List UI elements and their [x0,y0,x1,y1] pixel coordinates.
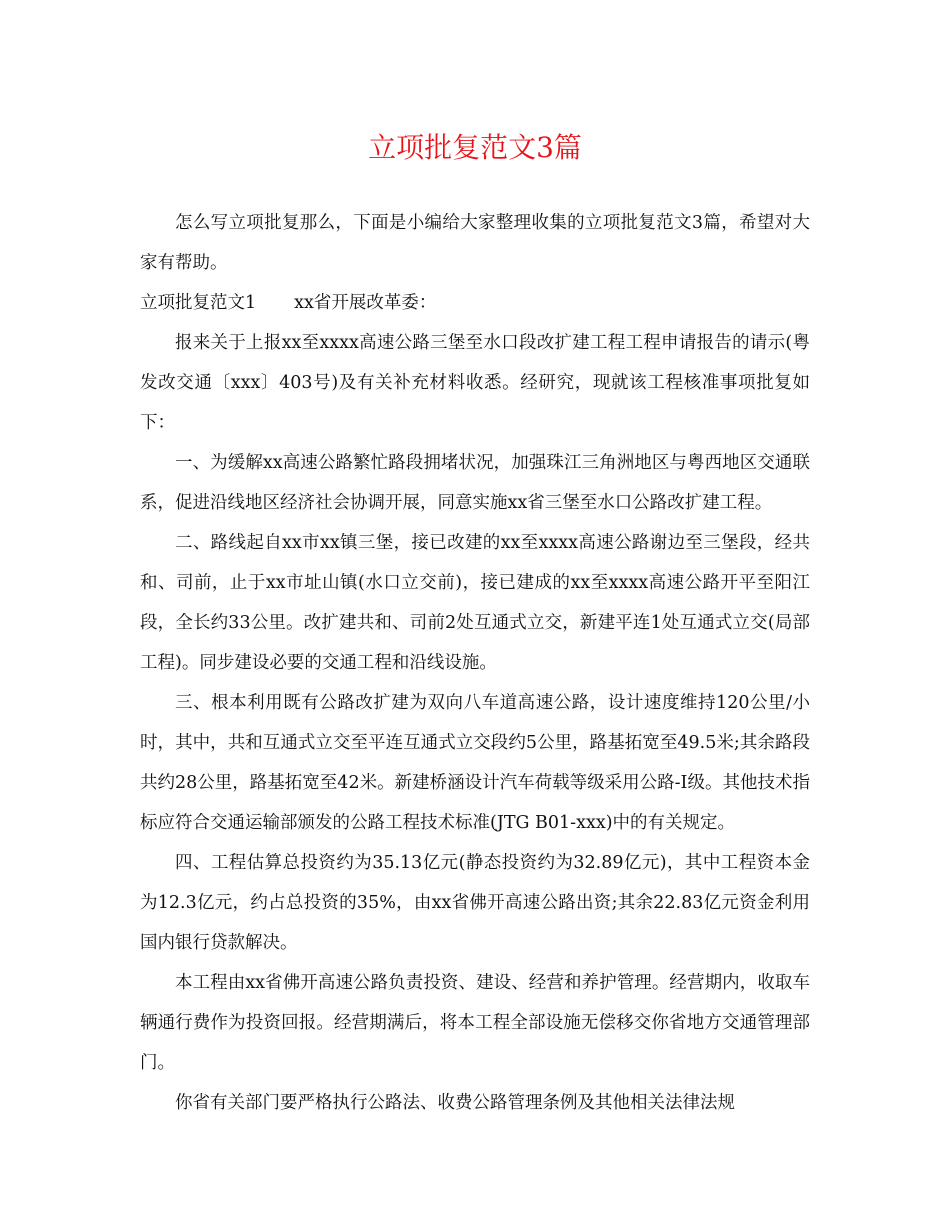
body-paragraph-6: 本工程由xx省佛开高速公路负责投资、建设、经营和养护管理。经营期内，收取车辆通行费作为投资回报。经营期满后，将本工程全部设施无偿移交你省地方交通管理部门。 [140,973,810,1073]
addressee: xx省开展改革委： [294,293,437,313]
section-label: 立项批复范文1 [140,293,257,313]
body-paragraph-7: 你省有关部门要严格执行公路法、收费公路管理条例及其他相关法律法规 [175,1093,735,1113]
body-paragraph-3: 二、路线起自xx市xx镇三堡，接已改建的xx至xxxx高速公路谢边至三堡段，经共和、司前，止于xx市址山镇(水口立交前)，接已建成的xx至xxxx高速公路开平至阳江段，全长约33公里。改扩建共和、司前2处互通式立交，新建平连1处互通式立交(局部工程)。同步建设必要的交通工程和沿线设施。 [140,533,810,673]
body-paragraph-4: 三、根本利用既有公路改扩建为双向八车道高速公路，设计速度维持120公里/小时，其中，共和互通式立交至平连互通式立交段约5公里，路基拓宽至49.5米;其余路段共约28公里，路基拓宽至42米。新建桥涵设计汽车荷载等级采用公路-Ⅰ级。其他技术指标应符合交通运输部颁发的公路工程技术标准(JTG B01-xxx)中的有关规定。 [140,693,810,833]
section-heading [140,283,810,323]
body-paragraph-1: 报来关于上报xx至xxxx高速公路三堡至水口段改扩建工程工程申请报告的请示(粤发改交通〔xxx〕403号)及有关补充材料收悉。经研究，现就该工程核准事项批复如下： [140,333,810,433]
document-body [140,203,810,1123]
body-paragraph-5: 四、工程估算总投资约为35.13亿元(静态投资约为32.89亿元)，其中工程资本金为12.3亿元，约占总投资的35%，由xx省佛开高速公路出资;其余22.83亿元资金利用国内银行贷款解决。 [140,853,810,953]
intro-paragraph: 怎么写立项批复那么，下面是小编给大家整理收集的立项批复范文3篇，希望对大家有帮助。 [140,213,810,273]
document-title: 立项批复范文3篇 [368,131,582,164]
body-paragraph-2: 一、为缓解xx高速公路繁忙路段拥堵状况，加强珠江三角洲地区与粤西地区交通联系，促进沿线地区经济社会协调开展，同意实施xx省三堡至水口公路改扩建工程。 [140,453,810,513]
